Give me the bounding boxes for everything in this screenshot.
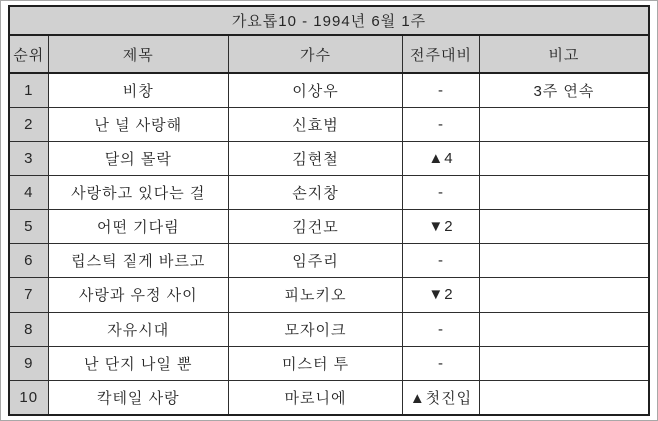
change-cell: ▼2 xyxy=(403,278,480,312)
song-title-cell: 비창 xyxy=(48,73,228,108)
header-change: 전주대비 xyxy=(403,35,480,73)
note-cell xyxy=(479,278,649,312)
table-row xyxy=(9,312,649,346)
song-title-cell: 자유시대 xyxy=(48,312,228,346)
table-row xyxy=(9,380,649,415)
note-cell: 3주 연속 xyxy=(479,73,649,108)
header-title: 제목 xyxy=(48,35,228,73)
artist-cell: 피노키오 xyxy=(229,278,403,312)
change-cell: ▼2 xyxy=(403,210,480,244)
note-cell xyxy=(479,176,649,210)
rank-cell: 2 xyxy=(9,108,48,142)
artist-cell: 임주리 xyxy=(229,244,403,278)
header-note: 비고 xyxy=(479,35,649,73)
artist-cell: 이상우 xyxy=(229,73,403,108)
song-title-cell: 달의 몰락 xyxy=(48,142,228,176)
table-row xyxy=(9,108,649,142)
artist-cell: 김건모 xyxy=(229,210,403,244)
table-row xyxy=(9,142,649,176)
table-title-row xyxy=(9,6,649,35)
change-cell: - xyxy=(403,108,480,142)
note-cell xyxy=(479,312,649,346)
table-row xyxy=(9,346,649,380)
artist-cell: 김현철 xyxy=(229,142,403,176)
rank-cell: 7 xyxy=(9,278,48,312)
table-header-row xyxy=(9,35,649,73)
change-cell: - xyxy=(403,312,480,346)
note-cell xyxy=(479,380,649,415)
change-cell: - xyxy=(403,346,480,380)
change-cell: - xyxy=(403,244,480,278)
artist-cell: 손지창 xyxy=(229,176,403,210)
song-title-cell: 사랑과 우정 사이 xyxy=(48,278,228,312)
table-row xyxy=(9,210,649,244)
song-title-cell: 칵테일 사랑 xyxy=(48,380,228,415)
table-row xyxy=(9,176,649,210)
song-title-cell: 립스틱 짙게 바르고 xyxy=(48,244,228,278)
rank-cell: 3 xyxy=(9,142,48,176)
song-title-cell: 어떤 기다림 xyxy=(48,210,228,244)
rank-cell: 6 xyxy=(9,244,48,278)
song-title-cell: 난 단지 나일 뿐 xyxy=(48,346,228,380)
change-cell: - xyxy=(403,176,480,210)
table-row xyxy=(9,278,649,312)
header-rank: 순위 xyxy=(9,35,48,73)
rank-cell: 10 xyxy=(9,380,48,415)
table-row xyxy=(9,244,649,278)
artist-cell: 미스터 투 xyxy=(229,346,403,380)
note-cell xyxy=(479,210,649,244)
change-cell: - xyxy=(403,73,480,108)
table-row xyxy=(9,73,649,108)
table-title: 가요톱10 - 1994년 6월 1주 xyxy=(9,6,649,35)
header-artist: 가수 xyxy=(229,35,403,73)
rank-cell: 5 xyxy=(9,210,48,244)
note-cell xyxy=(479,108,649,142)
rank-cell: 9 xyxy=(9,346,48,380)
rank-cell: 1 xyxy=(9,73,48,108)
rank-cell: 8 xyxy=(9,312,48,346)
change-cell: ▲4 xyxy=(403,142,480,176)
artist-cell: 신효범 xyxy=(229,108,403,142)
artist-cell: 모자이크 xyxy=(229,312,403,346)
song-title-cell: 난 널 사랑해 xyxy=(48,108,228,142)
artist-cell: 마로니에 xyxy=(229,380,403,415)
note-cell xyxy=(479,346,649,380)
rank-cell: 4 xyxy=(9,176,48,210)
note-cell xyxy=(479,142,649,176)
note-cell xyxy=(479,244,649,278)
music-chart-table xyxy=(8,5,650,416)
song-title-cell: 사랑하고 있다는 걸 xyxy=(48,176,228,210)
change-cell: ▲첫진입 xyxy=(403,380,480,415)
